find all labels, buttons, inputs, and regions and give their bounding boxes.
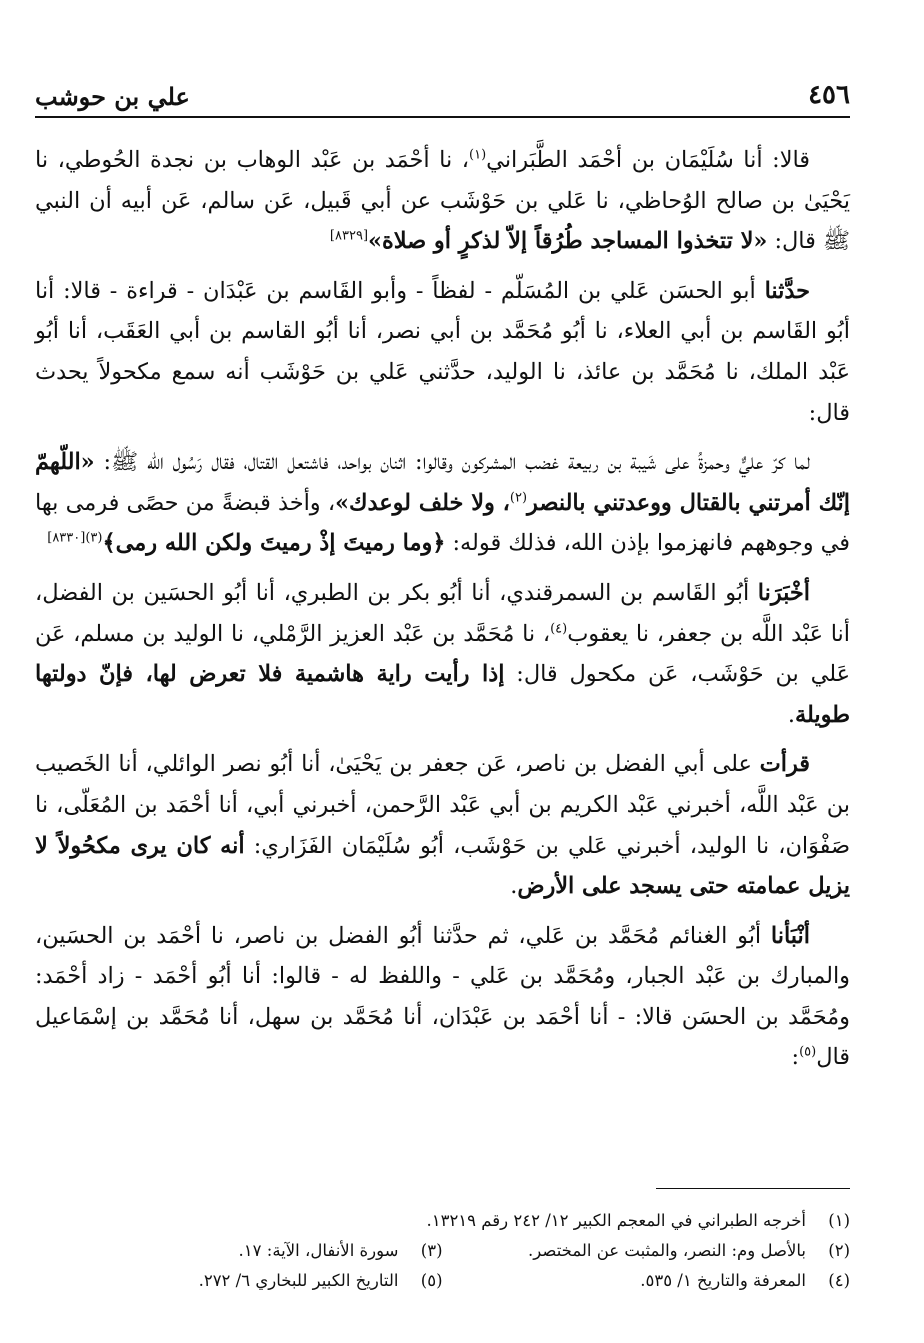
quran-quote: ﴿وما رميتَ إذْ رميتَ ولكن الله رمى﴾ xyxy=(102,530,446,557)
paragraph-6 xyxy=(35,916,850,1078)
footnote-row xyxy=(35,1236,850,1266)
paragraph-text: ، نا مُحَمَّد بن عَبْد العزيز الرَّمْلي، نا الوليد بن مسلم، عَن عَلي بن حَوْشَب، عَن مكحول قال: xyxy=(35,620,851,688)
hadith-quote: أنه كان يرى مكحُولاً لا يزيل عمامته حتى يسجد على الأرض xyxy=(35,832,850,900)
footnote-marker: (٤) xyxy=(550,621,568,637)
main-text xyxy=(35,140,850,1087)
hadith-quote: ، ولا خلف لوعدك» xyxy=(335,489,510,516)
footnote-separator xyxy=(656,1188,850,1189)
footnote-number: (١) xyxy=(828,1211,850,1230)
footnote-marker: (٢) xyxy=(509,490,528,506)
footnote-marker: (١) xyxy=(469,147,487,163)
footnote-text: المعرفة والتاريخ ١/ ٥٣٥. xyxy=(640,1271,806,1290)
hadith-quote: «لا تتخذوا المساجد طُرُقاً إلاّ لذكرٍ أو صلاة» xyxy=(368,228,768,255)
paragraph-2 xyxy=(35,271,850,433)
running-title: علي بن حوشب xyxy=(35,82,190,111)
lead-word: قرأت xyxy=(759,751,810,778)
lead-word: حدَّثنا xyxy=(764,277,810,304)
hadith-reference: [٨٣٢٩] xyxy=(329,228,369,244)
paragraph-text: أبو الحسَن عَلي بن المُسَلّم - لفظاً - وأبو القَاسم بن عَبْدَان - قراءة - قالا: أنا أبُو القَاسم بن أبي العلاء، نا أبُو مُحَمَّد بن أبي نصر، أنا أبُو القاسم بن أبي العَقَب، أنا أبُو عَبْد الملك، نا مُحَمَّد بن عائذ، نا الوليد، حدَّثني عَلي بن حَوْشَب أنه سمع مكحولاً يحدث قال: xyxy=(35,277,850,426)
footnote-text: التاريخ الكبير للبخاري ٦/ ٢٧٢. xyxy=(198,1271,399,1290)
page-header xyxy=(35,78,850,118)
paragraph-text: . xyxy=(787,701,795,728)
paragraph-text: لما كرّ عليٌّ وحمزةُ على شَيبة بن ربيعة غضب المشركون وقالوا: اثنان بواحد، فاشتعل القتال، فقال رَسُول الله ﷺ: xyxy=(94,449,810,476)
footnote-row xyxy=(35,1266,850,1296)
paragraph-text: على أبي الفضل بن ناصر، عَن جعفر بن يَحْيَىٰ، أنا أبُو نصر الوائلي، أنا الخَصيب بن عَبْد اللَّه، أخبرني عَبْد الكريم بن أبي عَبْد الرَّحمن، أخبرني أبي، أنا أحْمَد بن المُعَلّى، نا صَفْوَان، نا الوليد، أخبرني عَلي بن حَوْشَب، أبُو سُلَيْمَان الفَزَاري: xyxy=(35,751,851,859)
hadith-quote: إذا رأيت راية هاشمية فلا تعرض لها، فإنّ دولتها طويلة xyxy=(35,661,850,728)
lead-word: أنْبَأنا xyxy=(770,922,810,949)
footnote xyxy=(35,1236,443,1266)
footnote-number: (٣) xyxy=(420,1241,443,1260)
footnote-number: (٥) xyxy=(420,1271,443,1290)
footnote xyxy=(35,1266,443,1296)
page-number: ٤٥٦ xyxy=(808,80,850,110)
footnote-marker: (٥) xyxy=(799,1045,817,1060)
footnote-number: (٢) xyxy=(828,1241,850,1260)
paragraph-text: قالا: أنا سُلَيْمَان بن أحْمَد الطَّبَراني xyxy=(486,147,810,173)
paragraph-3 xyxy=(35,442,850,564)
hadith-quote: «اللّهمّ إنّك أمرتني بالقتال ووعدتني بالنصر xyxy=(35,449,850,516)
footnote-number: (٤) xyxy=(828,1271,850,1290)
paragraph-text: أبُو القَاسم بن السمرقندي، أنا أبُو بكر بن الطبري، أنا أبُو الحسَين بن الفضل، أنا عَبْد اللَّه بن جعفر، نا يعقوب xyxy=(35,579,850,647)
hadith-reference: [٨٣٣٠] xyxy=(47,530,86,546)
footnote xyxy=(35,1206,850,1236)
footnote xyxy=(443,1266,851,1296)
footnote-text: سورة الأنفال، الآية: ١٧. xyxy=(238,1241,399,1260)
paragraph-text: : xyxy=(791,1044,800,1071)
footnotes xyxy=(35,1206,850,1296)
footnote-text: بالأصل وم: النصر، والمثبت عن المختصر. xyxy=(528,1241,806,1260)
lead-word: أخْبَرَنا xyxy=(757,579,810,606)
paragraph-text: ، نا أحْمَد بن عَبْد الوهاب بن نجدة الحُوطي، نا يَحْيَىٰ بن صالح الوُحاظي، نا عَلي بن حَوْشَب عن أبي قَبيل، عَن سالم، عَن أبيه أن النبي ﷺ قال: xyxy=(35,147,850,255)
paragraph-text: ، وأخذ قبضةً من حصًى فرمى بها في وجوههم فانهزموا بإذن الله، فذلك قوله: xyxy=(35,489,850,557)
footnote xyxy=(443,1236,851,1266)
paragraph-5 xyxy=(35,744,850,906)
paragraph-text: . xyxy=(510,873,518,900)
paragraph-text: أبُو الغنائم مُحَمَّد بن عَلي، ثم حدَّثنا أبُو الفضل بن ناصر، نا أحْمَد بن الحسَين، والمبارك بن عَبْد الجبار، ومُحَمَّد بن عَلي - واللفظ له - قالوا: أنا أبُو أحْمَد - زاد أحْمَد: ومُحَمَّد بن الحسَن قالا: - أنا أحْمَد بن عَبْدَان، أنا مُحَمَّد بن سهل، أنا مُحَمَّد بن إسْمَاعيل قال xyxy=(35,922,850,1071)
footnote-text: أخرجه الطبراني في المعجم الكبير ١٢/ ٢٤٢ رقم ١٣٢١٩. xyxy=(426,1211,806,1230)
footnote-marker: (٣) xyxy=(85,530,103,546)
paragraph-4 xyxy=(35,573,850,735)
footnote-row xyxy=(35,1206,850,1236)
paragraph-1 xyxy=(35,140,850,262)
